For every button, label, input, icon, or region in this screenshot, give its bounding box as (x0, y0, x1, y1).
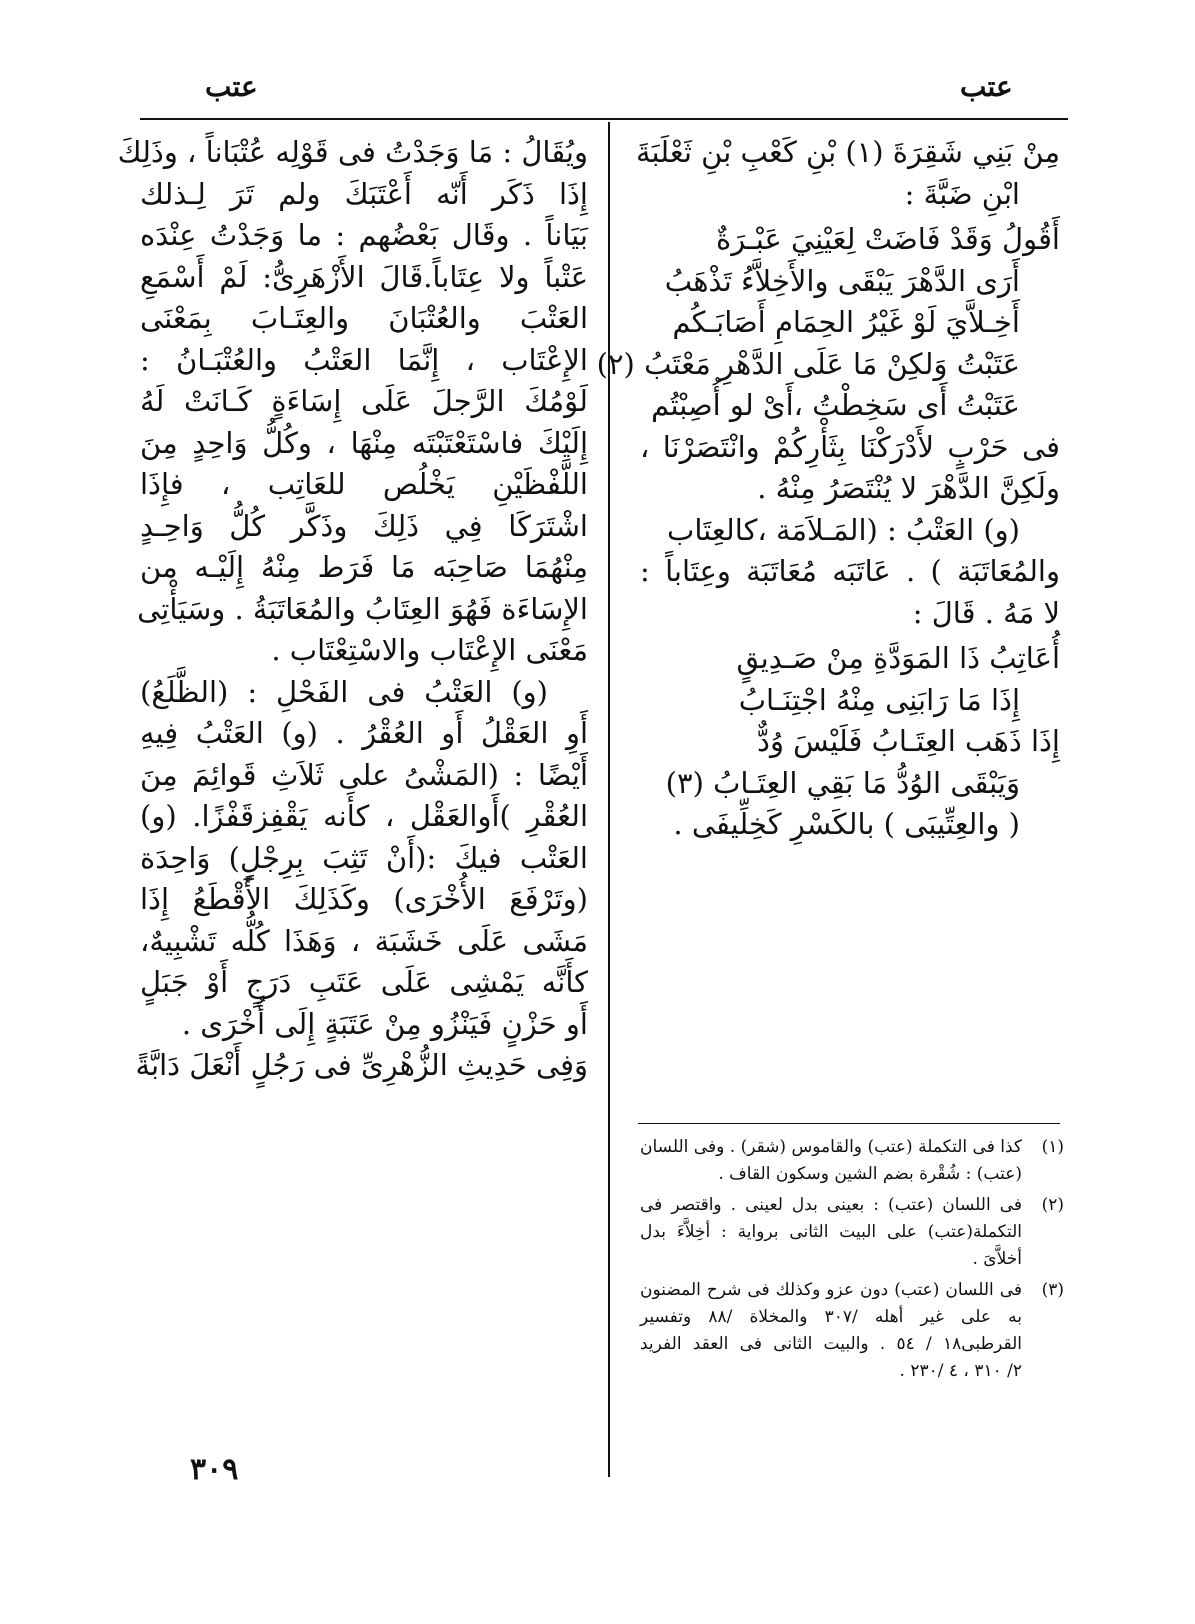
text-line: مِنْهُمَا صَاحِبَه مَا فَرَط مِنْهُ إِلَيْـه من (140, 550, 588, 584)
footnote-line: أخلاَّىَ . (972, 1249, 1022, 1269)
footnote-text (640, 1192, 1022, 1273)
footnote-number: (٣) (1041, 1280, 1064, 1300)
footnotes (640, 1134, 1064, 1389)
text-line: إِلَيْكَ فاسْتَعْتَبْتَه مِنْهَا ، وكُلُّ وَاحِدٍ مِنَ (140, 425, 588, 460)
footnote (640, 1192, 1064, 1273)
text-line: عَتْباً ولا عِتَاباً.قَالَ الأَزْهَرِىُّ: لَمْ أَسْمَعِ (140, 259, 588, 294)
text-line: بَيَاناً . وقَال بَعْضُهم : ما وَجَدْتُ عِنْدَه (140, 218, 588, 252)
text-line: لَوْمُكَ الرَّجلَ عَلَى إِسَاءَةٍ كَـانَتْ لَهُ (140, 384, 588, 418)
text-line: أُعَاتِبُ ذَا المَوَدَّةِ مِنْ صَـدِيقٍ (736, 641, 1060, 675)
text-line: لا مَهُ . قَالَ : (912, 595, 1060, 630)
text-line: ابْنِ ضَبَّةَ : (904, 176, 1020, 211)
text-line: أَرَى الدَّهْرَ يَبْقَى والأَخِلاَّءُ تَذْهَبُ (664, 263, 1020, 298)
footnote-line: (عتب) : شُقْرة بضم الشين وسكون القاف . (718, 1164, 1022, 1184)
text-line: إِذَا ذَهَب العِتَـابُ فَلَيْسَ وُدٌّ (757, 724, 1060, 758)
footnote (640, 1277, 1064, 1385)
text-line: اللَّفْظَيْنِ يَخْلُص للعَاتِب ، فإِذَا (140, 467, 588, 501)
header-rule (140, 118, 1068, 120)
footnote-line: به على غير أهله /٣٠٧ والمخلاة /٨٨ وتفسير (640, 1307, 1022, 1327)
footnote-text (640, 1277, 1022, 1385)
footnote-number: (١) (1041, 1137, 1064, 1157)
footnote-text (640, 1134, 1022, 1188)
footnote-rule (638, 1123, 1060, 1124)
footnote-line: فى اللسان (عتب) : بعينى بدل لعينى . واقتصر فى (640, 1195, 1022, 1215)
text-line: ويُقَالُ : مَا وَجَدْتُ فى قَوْلِه عُتْبَاناً ، وذَلِكَ (117, 135, 588, 169)
text-line: ولَكِنَّ الدَّهْرَ لا يُنْتَصَرُ مِنْهُ . (757, 471, 1060, 505)
text-line: (و) العَتْبُ فى الفَحْلِ : (الظَّلَعُ) (140, 674, 548, 709)
text-line: (وتَرْفَعَ الأُخْرَى) وكَذَلِكَ الأَقْطَعُ إِذَا (140, 882, 588, 916)
text-line: أَو حَزْنٍ فَيَنْزُو مِنْ عَتَبَةٍ إِلَى أُخْرَى . (181, 1006, 588, 1041)
text-line: أَيْضًا : (المَشْىُ على ثَلاَثِ قَوائِمَ مِنَ (140, 757, 588, 792)
running-header-right: عتب (960, 70, 1013, 103)
text-line: مِنْ بَنِي شَقِرَةَ (١) بْنِ كَعْبِ بْنِ ثَعْلَبَةَ (635, 135, 1060, 169)
footnote-line: ٢/ ٣١٠ ، ٤ /٢٣٠ . (899, 1361, 1022, 1381)
left-column (117, 132, 588, 1087)
text-line: فى حَرْبٍ لأَدْرَكْنَا بِثَأْرِكُمْ وانْتَصَرْنَا ، (640, 429, 1060, 464)
footnote-number: (٢) (1041, 1195, 1064, 1215)
text-line: مَشَى عَلَى خَشَبَة ، وَهَذَا كُلُّه تَشْبِيهٌ، (140, 923, 588, 958)
running-header-left: عتب (205, 70, 258, 103)
text-line: إِذَا ذَكَر أَنّه أَعْتَبَكَ ولم تَرَ لِـذلك (140, 176, 588, 211)
footnote-line: التكملة(عتب) على البيت الثانى برواية : أخِلاَّءَ بدل (640, 1222, 1022, 1242)
text-line: الإِعْتَاب ، إِنَّمَا العَتْبُ والعُتْبَـانُ : (140, 342, 588, 377)
footnote (640, 1134, 1064, 1188)
text-line: عَتَبْتُ أَى سَخِطْتُ ،أَىْ لو أُصِبْتُم (651, 388, 1020, 422)
text-line: أَقُولُ وَقَدْ فَاضَتْ لِعَيْنِيَ عَبْـرَةٌ (716, 222, 1060, 256)
footnote-line: كذا فى التكملة (عتب) والقاموس (شقر) . وفى اللسان (640, 1137, 1022, 1157)
text-line: وَيَبْقَى الوُدُّ مَا بَقِي العِتَـابُ (٣) (665, 765, 1020, 800)
text-line: وَفِى حَدِيثِ الزُّهْرِىِّ فى رَجُلٍ أَنْعَلَ دَابَّةً (135, 1048, 588, 1082)
text-line: العَتْب فيكَ :(أَنْ تَثِبَ بِرِجْلٍ) وَاحِدَة (140, 840, 588, 875)
text-line: أَخِـلاَّيَ لَوْ غَيْرُ الحِمَامِ أَصَابَـكُم (672, 305, 1020, 339)
text-line: كأَنَّه يَمْشِى عَلَى عَتَبِ دَرَجٍ أَوْ جَبَلٍ (140, 965, 588, 999)
text-line: العَتْبَ والعُتْبَانَ والعِتَـابَ بِمَعْنَى (140, 301, 588, 335)
footnote-line: القرطبى١٨ / ٥٤ . والبيت الثانى فى العقد الفريد (640, 1334, 1022, 1354)
right-column (596, 132, 1060, 846)
column-divider (608, 122, 610, 1477)
text-line: مَعْنَى الإِعْتَاب والاسْتِعْتَاب . (271, 633, 588, 667)
text-line: عَتَبْتُ وَلكِنْ مَا عَلَى الدَّهْرِ مَعْتَبُ (٢) (596, 346, 1020, 381)
text-line: اشْتَرَكَا فِي ذَلِكَ وذَكَّر كُلُّ وَاحِـدٍ (140, 508, 588, 543)
text-line: العُقْرِ )أَوالعَقْل ، كأَنه يَقْفِزقَفْزًا. (و) (140, 799, 588, 833)
text-line: ( والعِتِّيبَى ) بالكَسْرِ كَخِلِّيفَى . (673, 807, 1020, 841)
footnote-line: فى اللسان (عتب) دون عزو وكذلك فى شرح المضنون (640, 1280, 1022, 1300)
text-line: (و) العَتْبُ : (المَـلاَمَة ،كالعِتَاب (667, 512, 1020, 547)
text-line: أَوِ العَقْلُ أَو العُقْرُ . (و) العَتْبُ فِيهِ (140, 716, 588, 750)
text-line: الإِسَاءَة فَهُوَ العِتَابُ والمُعَاتَبَةُ . وسَيَأْتِى (137, 591, 588, 626)
page-number: ٣٠٩ (190, 1452, 239, 1487)
text-line: إِذَا مَا رَابَنِى مِنْهُ اجْتِنَـابُ (738, 682, 1020, 717)
text-line: والمُعَاتَبَة ) . عَاتَبَه مُعَاتَبَة وعِتَاباً : (640, 554, 1060, 588)
